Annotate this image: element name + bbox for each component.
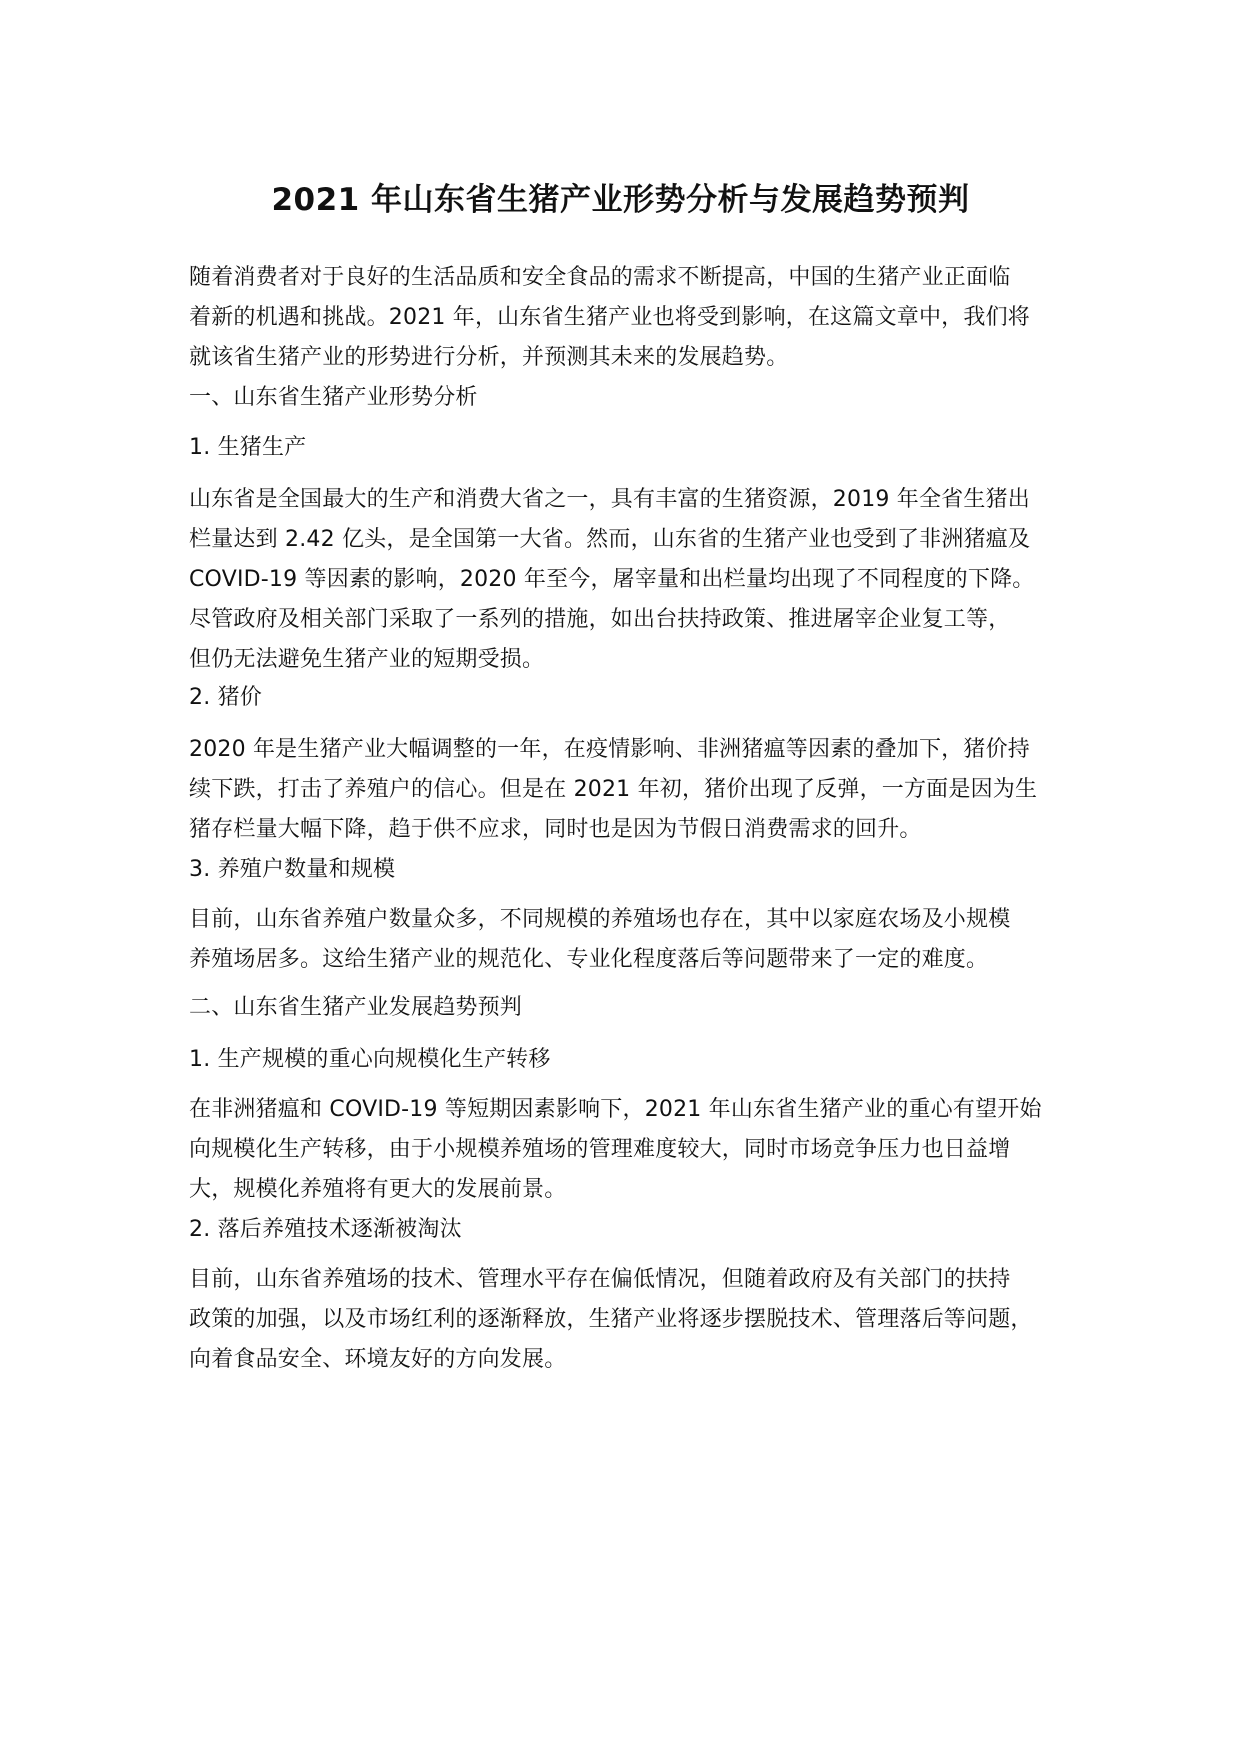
intro-paragraph: 随着消费者对于良好的生活品质和安全食品的需求不断提高，中国的生猪产业正面临 着新的机遇和挑战。2021 年，山东省生猪产业也将受到影响，在这篇文章中，我们将 就该省生猪产业的形势进行分析，并预测其未来的发展趋势。 [189, 265, 1030, 370]
section2-item1-paragraph: 在非洲猪瘟和 COVID-19 等短期因素影响下，2021 年山东省生猪产业的重心有望开始 向规模化生产转移，由于小规模养殖场的管理难度较大，同时市场竞争压力也日益增 大，规模化养殖将有更大的发展前景。 [189, 1097, 1042, 1202]
section1-item2-heading: 2. 猪价 [189, 685, 262, 710]
section2-item2-heading: 2. 落后养殖技术逐渐被淘汰 [189, 1217, 462, 1242]
section2-heading: 二、山东省生猪产业发展趋势预判 [189, 995, 523, 1020]
section1-item1-paragraph: 山东省是全国最大的生产和消费大省之一，具有丰富的生猪资源，2019 年全省生猪出 栏量达到 2.42 亿头，是全国第一大省。然而，山东省的生猪产业也受到了非洲猪瘟及 COVID-19 等因素的影响，2020 年至今，屠宰量和出栏量均出现了不同程度的下降。 尽管政府及相关部门采取了一系列的措施，如出台扶持政策、推进屠宰企业复工等， 但仍无法避免生猪产业的短期受损。 [189, 487, 1035, 672]
section1-item1-heading: 1. 生猪生产 [189, 435, 307, 460]
section2-item1-heading: 1. 生产规模的重心向规模化生产转移 [189, 1047, 551, 1072]
section1-item3-paragraph: 目前，山东省养殖户数量众多，不同规模的养殖场也存在，其中以家庭农场及小规模 养殖场居多。这给生猪产业的规范化、专业化程度落后等问题带来了一定的难度。 [189, 907, 1011, 972]
section1-item3-heading: 3. 养殖户数量和规模 [189, 857, 396, 882]
section1-item2-paragraph: 2020 年是生猪产业大幅调整的一年，在疫情影响、非洲猪瘟等因素的叠加下，猪价持 续下跌，打击了养殖户的信心。但是在 2021 年初，猪价出现了反弹，一方面是因为生 猪存栏量大幅下降，趋于供不应求，同时也是因为节假日消费需求的回升。 [189, 737, 1038, 842]
document-title: 2021 年山东省生猪产业形势分析与发展趋势预判 [271, 182, 970, 218]
section2-item2-paragraph: 目前，山东省养殖场的技术、管理水平存在偏低情况，但随着政府及有关部门的扶持 政策的加强，以及市场红利的逐渐释放，生猪产业将逐步摆脱技术、管理落后等问题， 向着食品安全、环境友好的方向发展。 [189, 1267, 1033, 1372]
section1-heading: 一、山东省生猪产业形势分析 [189, 385, 478, 410]
